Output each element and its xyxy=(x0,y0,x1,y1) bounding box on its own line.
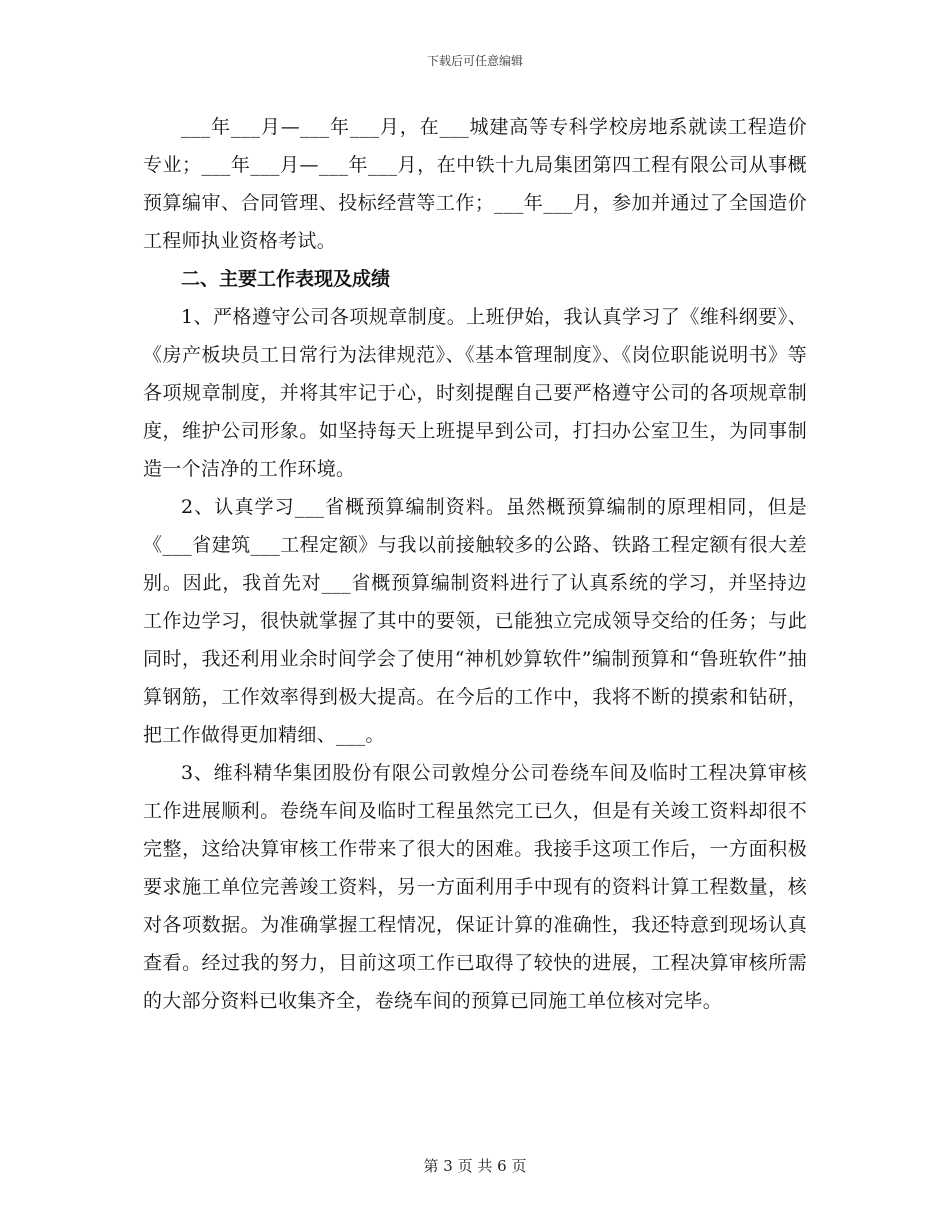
page-header-note: 下载后可任意编辑 xyxy=(426,54,523,68)
paragraph-2: 2、认真学习___省概预算编制资料。虽然概预算编制的原理相同，但是《___省建筑___工程定额》与我以前接触较多的公路、铁路工程定额有很大差别。因此，我首先对___省概预算编制资料进行了认真系统的学习，并坚持边工作边学习，很快就掌握了其中的要领，已能独立完成领导交给的任务；与此同时，我还利用业余时间学会了使用“神机妙算软件”编制预算和“鲁班软件”抽算钢筋，工作效率得到极大提高。在今后的工作中，我将不断的摸索和钻研，把工作做得更加精细、___。 xyxy=(143,496,807,746)
page-number: 第 3 页 共 6 页 xyxy=(423,1157,527,1175)
paragraph-1: 1、严格遵守公司各项规章制度。上班伊始，我认真学习了《维科纲要》、《房产板块员工日常行为法律规范》、《基本管理制度》、《岗位职能说明书》等各项规章制度，并将其牢记于心，时刻提醒自己要严格遵守公司的各项规章制度，维护公司形象。如坚持每天上班提早到公司，打扫办公室卫生，为同事制造一个洁净的工作环境。 xyxy=(143,306,807,480)
document-body xyxy=(143,108,807,1020)
section-heading: 二、主要工作表现及成绩 xyxy=(181,268,391,290)
paragraph-3: 3、维科精华集团股份有限公司敦煌分公司卷绕车间及临时工程决算审核工作进展顺利。卷绕车间及临时工程虽然完工已久，但是有关竣工资料却很不完整，这给决算审核工作带来了很大的困难。我接手这项工作后，一方面积极要求施工单位完善竣工资料，另一方面利用手中现有的资料计算工程数量，核对各项数据。为准确掌握工程情况，保证计算的准确性，我还特意到现场认真查看。经过我的努力，目前这项工作已取得了较快的进展，工程决算审核所需的大部分资料已收集齐全，卷绕车间的预算已同施工单位核对完毕。 xyxy=(143,762,807,1012)
intro-paragraph: ___年___月—___年___月，在___城建高等专科学校房地系就读工程造价专业；___年___月—___年___月，在中铁十九局集团第四工程有限公司从事概预算编审、合同管理、投标经营等工作；___年___月，参加并通过了全国造价工程师执业资格考试。 xyxy=(143,116,807,252)
